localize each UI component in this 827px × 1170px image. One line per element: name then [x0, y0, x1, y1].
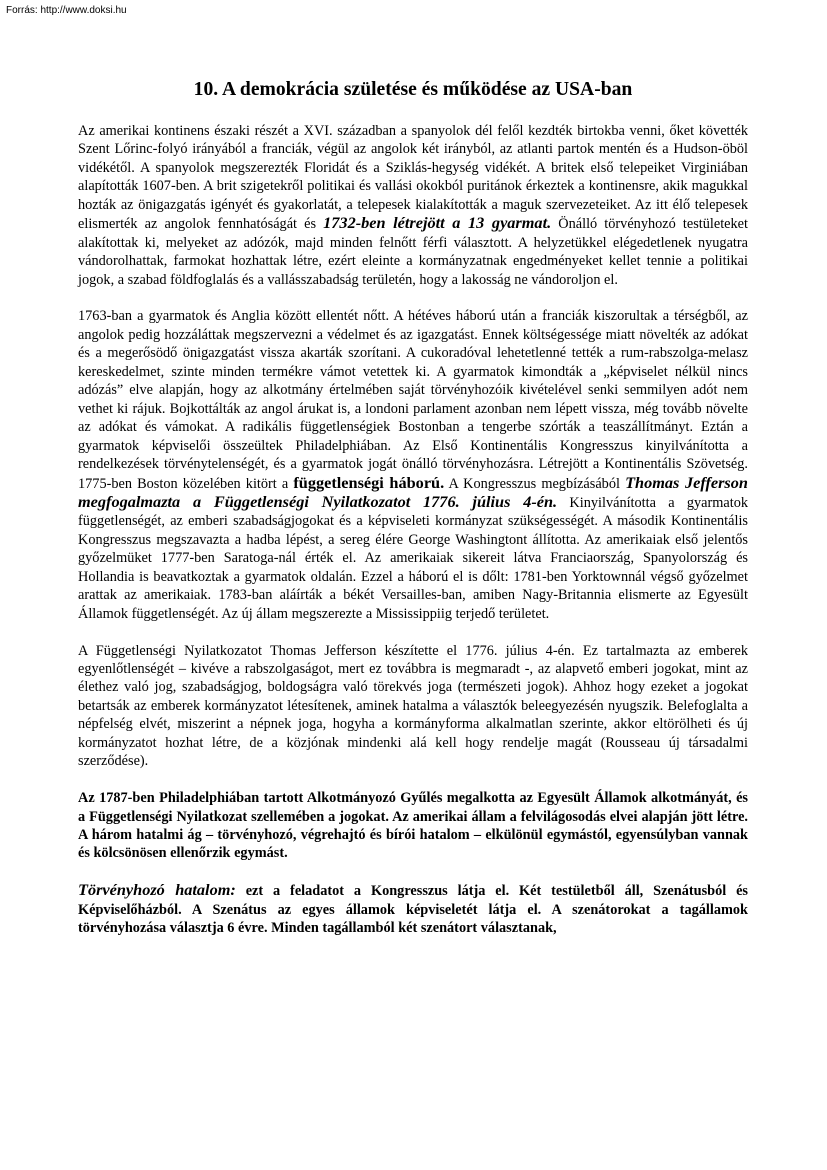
paragraph-text: Önálló törvényhozó testületeket alakítottak ki, melyeket az adózók, majd minden felnőtt férfi választott. A helyzetükkel elégedetlenek nyugatra vándorolhattak, farmokat hozhattak létre, ezért eleinte a kormányzatnak engedményeket kellet tennie a politikai jogok, a szabad földfoglalás és a vallásszabadság területén, hogy a lakosság ne vándoroljon el.: [78, 216, 748, 288]
paragraph-text: 1763-ban a gyarmatok és Anglia között ellentét nőtt. A hétéves háború után a franciák kiszorultak a térségből, az angolok pedig hozzáláttak megszervezni a védelmet és az igazgatást. Ennek költségessége miatt növelték az adókat és a megerősödő önigazgatást vissza akarták szorítani. A cukoradóval lehetetlenné tették a rum-rabszolga-melasz kereskedelmet, szinte minden termékre vámot vetettek ki. A gyarmatok kimondták a „képviselet nélkül nincs adózás” elve alapján, hogy az alkotmány értelmében saját törvényhozóik kivételével senki semmilyen adót nem vethet ki rájuk. Bojkottálták az angol árukat is, a londoni parlament azonban nem lépett vissza, még tovább növelte az adókat és vámokat. A radikális függetlenségiek Bostonban a tengerbe szórták a teaszállítmányt. Eztán a gyarmatok képviselői összeültek Philadelphiában. Az Első Kontinentális Kongresszus kinyilvánította a rendelkezések törvénytelenségét, és a gyarmatok jogát önálló törvényhozásra. Létrejött a Kontinentális Szövetség. 1775-ben Boston közelében kitört a: [78, 308, 748, 492]
paragraph-independence-war: [78, 307, 748, 623]
paragraph-text: A Kongresszus megbízásából: [448, 475, 620, 492]
emphasis-13-colonies: 1732-ben létrejött a 13 gyarmat.: [323, 213, 552, 233]
paragraph-text: Kinyilvánította a gyarmatok függetlenségét, az emberi szabadságjogokat és a képviseleti kormányzat szükségességét. A második Kontinentális Kongresszus megszavazta a hadba lépést, a sereg élére George Washingtont állította. Az amerikaiak első jelentős győzelmüket 1777-ben Saratoga-nál érték el. Az amerikaiak sikereit látva Franciaország, Spanyolország és Hollandia is beavatkoztak a gyarmatok oldalán. Ezzel a háború el is dőlt: 1781-ben Yorktownnál végső győzelmet arattak az amerikaiak. 1783-ban aláírták a békét Versailles-ban, amiben Nagy-Britannia elismerte az Egyesült Államok függetlenségét. Az új állam megszerezte a Mississippiig terjedő területet.: [78, 495, 748, 622]
document-page: [78, 78, 748, 956]
paragraph-declaration: A Függetlenségi Nyilatkozatot Thomas Jefferson készítette el 1776. július 4-én. Ez tartalmazta az emberek egyenlőtlenségét – kivéve a rabszolgaságot, mert ez továbbra is megmaradt -, az alapvető emberi jogokat, mint az élethez való jog, szabadságjog, boldogságra való törekvés joga (természeti jogok). Ahhoz hogy ezeket a jogokat betartsák az emberek kormányzatot létesítenek, aminek hatalma a választók beleegyezésén nyugszik. Belefoglalta a népfelség elvét, miszerint a népnek joga, hogyha a kormányforma alkalmatlan szerinte, akkor eltörölheti és új kormányzatot hozhat létre, de a közjónak mindenki alá kell hogy rendelje magát (Rousseau új társadalmi szerződése).: [78, 642, 748, 770]
paragraph-legislative: [78, 881, 748, 937]
paragraph-colonies: [78, 122, 748, 289]
paragraph-text: Az amerikai kontinens északi részét a XVI. században a spanyolok dél felől kezdték birtokba venni, őket követték Szent Lőrinc-folyó irányából a franciák, végül az angolok két irányból, az atlanti partok mentén és a Hudson-öböl vidékétől. A spanyolok megszerezték Floridát és a Sziklás-hegység vidékét. A britek első telepeiket Virginiában alapították 1607-ben. A brit szigetekről politikai és vallási okokból puritánok érkeztek a kontinensre, akik magukkal hozták az önigazgatás igényét és gyakorlatát, a telepesek kialakították a maguk szervezeteiket. Az itt élő telepesek elismerték az angolok fennhatóságát és: [78, 123, 748, 233]
page-title: 10. A demokrácia születése és működése az USA-ban: [193, 79, 633, 100]
emphasis-declaration: Thomas Jefferson megfogalmazta a Függetlenségi Nyilatkozatot 1776. július 4-én.: [78, 472, 748, 511]
paragraph-constitution: Az 1787-ben Philadelphiában tartott Alkotmányozó Gyűlés megalkotta az Egyesült Államok alkotmányát, és a Függetlenségi Nyilatkozat szellemében a jogokat. Az amerikai állam a felvilágosodás elvei alapján jött létre. A három hatalmi ág – törvényhozó, végrehajtó és bírói hatalom – elkülönül egymástól, egyensúlyban vannak és kölcsönösen ellenőrzik egymást.: [78, 790, 748, 862]
paragraph-text: ezt a feladatot a Kongresszus látja el. Két testületből áll, Szenátusból és Képviselőházból. A Szenátus az egyes államok képviseletét látja el. A szenátorokat a tagállamok törvényhozása választja 6 évre. Minden tagállamból két szenátort választanak,: [78, 883, 748, 937]
legislative-heading: Törvényhozó hatalom:: [78, 880, 236, 900]
emphasis-independence-war: függetlenségi háború.: [293, 472, 445, 492]
source-label: Forrás: http://www.doksi.hu: [6, 5, 127, 16]
